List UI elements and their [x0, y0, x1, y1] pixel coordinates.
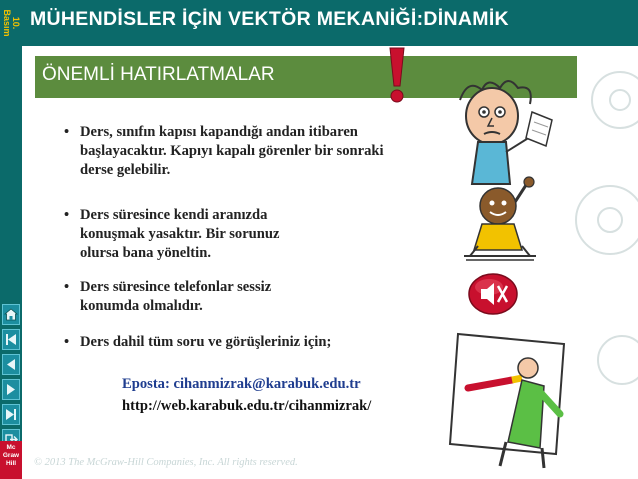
- bullet-marker: •: [64, 334, 70, 350]
- bullet-line: derse gelebilir.: [80, 162, 171, 178]
- raised-hand-student-clipart: [456, 176, 544, 266]
- bullet-line: Ders süresince telefonlar sessiz: [80, 279, 272, 295]
- last-icon: [4, 408, 18, 421]
- prev-slide-button[interactable]: [2, 354, 20, 375]
- section-title: ÖNEMLİ HATIRLATMALAR: [42, 64, 275, 85]
- first-slide-button[interactable]: [2, 329, 20, 350]
- bullet-marker: •: [64, 279, 70, 295]
- page-title: MÜHENDİSLER İÇİN VEKTÖR MEKANİĞİ:DİNAMİK: [30, 8, 509, 30]
- first-icon: [4, 333, 18, 346]
- bullet-line: konumda olmalıdır.: [80, 298, 203, 314]
- bullet-3: [64, 278, 340, 316]
- bullet-marker: •: [64, 124, 70, 140]
- bullet-line: olursa bana yöneltin.: [80, 245, 211, 261]
- bullet-line: konuşmak yasaktır. Bir sorunuz: [80, 226, 280, 242]
- sidebar: [0, 46, 22, 479]
- last-slide-button[interactable]: [2, 404, 20, 425]
- confused-man-clipart: [448, 72, 556, 192]
- edition-label: [0, 0, 22, 46]
- presenter-with-board-clipart: [428, 330, 578, 470]
- bullet-1: [64, 123, 455, 180]
- muted-phone-icon: [467, 272, 519, 316]
- edition-text: 10. Basım: [2, 9, 21, 37]
- publisher-logo: Mc Graw Hill: [0, 441, 22, 479]
- bullet-4: [64, 333, 410, 352]
- next-slide-button[interactable]: [2, 379, 20, 400]
- exclamation-icon: [384, 46, 410, 106]
- contact-email[interactable]: Eposta: cihanmizrak@karabuk.edu.tr: [122, 376, 361, 392]
- bullet-marker: •: [64, 207, 70, 223]
- bullet-line: başlayacaktır. Kapıyı kapalı görenler bir sonraki: [80, 143, 384, 159]
- home-button[interactable]: [2, 304, 20, 325]
- bullet-line: Ders dahil tüm soru ve görüşleriniz için;: [80, 334, 332, 350]
- copyright-notice: © 2013 The McGraw-Hill Companies, Inc. All rights reserved.: [34, 457, 298, 468]
- next-icon: [4, 383, 18, 396]
- prev-icon: [4, 358, 18, 371]
- bullet-line: Ders, sınıfın kapısı kapandığı andan itibaren: [80, 124, 358, 140]
- contact-website[interactable]: http://web.karabuk.edu.tr/cihanmizrak/: [122, 398, 372, 414]
- home-icon: [4, 308, 18, 321]
- bullet-line: Ders süresince kendi aranızda: [80, 207, 268, 223]
- bullet-2: [64, 206, 340, 263]
